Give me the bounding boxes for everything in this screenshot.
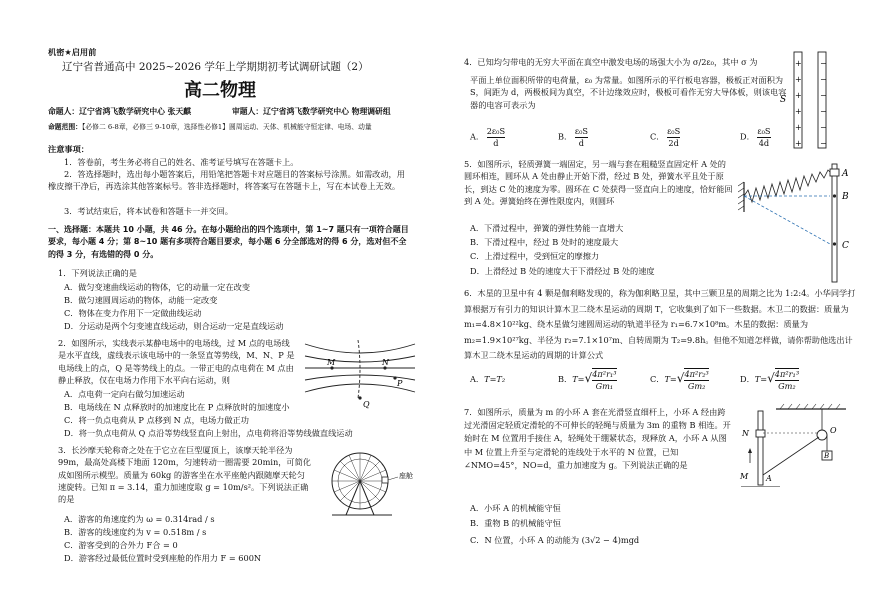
section-heading: 一、选择题：本题共 10 小题，共 46 分。在每小题给出的四个选项中，第 1~7 题只有一项符合题目要求，每小题 4 分；第 8~10 题有多项符合题目要求，每小题 6 分全部选对的得 6 分，选对但不全的得 3 分，有选错的得 0 分。 bbox=[48, 225, 409, 259]
point-b bbox=[833, 194, 836, 197]
q2-option-d: D．将一负点电荷从 Q 点沿等势线竖直向上射出，点电荷将沿等势线做直线运动 bbox=[64, 428, 353, 438]
author-line: 命题人：辽宁省鸿飞数学研究中心 张天麒 bbox=[48, 107, 192, 116]
label-m: M bbox=[327, 358, 336, 367]
svg-text:−: − bbox=[820, 123, 827, 132]
label-n: N bbox=[382, 358, 389, 367]
sqrt-icon: √ bbox=[767, 371, 775, 385]
svg-text:−: − bbox=[820, 75, 827, 84]
equipotential-line bbox=[358, 340, 360, 398]
scope-line bbox=[48, 121, 372, 131]
q5-option-c: C．上滑过程中，受到恒定的摩擦力 bbox=[470, 251, 600, 261]
svg-text:+: + bbox=[795, 75, 802, 84]
vertical-rod bbox=[758, 411, 763, 485]
seat-label: 座舱 bbox=[399, 472, 413, 480]
plate-area-label: S bbox=[780, 95, 787, 105]
q2-option-c: C．将一负点电荷从 P 点移到 N 点，电场力做正功 bbox=[64, 415, 249, 425]
spring bbox=[744, 170, 830, 202]
q4-stem-rest: 平面上单位面积所带的电荷量，ε₀ 为常量。如图所示的平行板电容器，极板正对面积为 S，间距为 d，两极板间为真空，不计边缘效应时，极板可看作无穷大导体板，则该电容器的电容可表示为 bbox=[470, 75, 787, 110]
ring-at-n bbox=[756, 430, 765, 437]
spring-lower-position bbox=[744, 196, 830, 244]
svg-text:+: + bbox=[795, 123, 802, 132]
scope-text: 【必修二 6-8章，必修三 9-10章，选择性必修1】圆周运动、天体、机械能守恒定律、电场、动量 bbox=[81, 123, 372, 131]
point-q bbox=[358, 396, 361, 399]
q1-option-c: C．物体在变力作用下一定做曲线运动 bbox=[64, 308, 202, 318]
label-p: P bbox=[397, 379, 403, 388]
exam-title: 辽宁省普通高中 2025~2026 学年上学期期初考试调研试题（2） bbox=[62, 61, 369, 73]
q4-option-b: B． $\frac{\text{ε₀S}}{d}$ bbox=[558, 126, 588, 148]
point-c bbox=[833, 242, 836, 245]
q3-option-b: B．游客的线速度约为 v = 0.518m / s bbox=[64, 527, 207, 537]
q4-option-a: A． $\frac{\text{2ε₀S}}{d}$ bbox=[470, 126, 506, 148]
ring bbox=[830, 169, 839, 176]
q1-option-b: B．做匀速圆周运动的物体，动能一定改变 bbox=[64, 295, 218, 305]
label-o: O bbox=[830, 426, 837, 435]
label-a: A bbox=[766, 474, 772, 483]
svg-text:+: + bbox=[795, 91, 802, 100]
q4-option-c: C． $\frac{\text{ε₀S}}{2d}$ bbox=[650, 126, 681, 148]
svg-text:−: − bbox=[820, 91, 827, 100]
q4-capacitor-diagram bbox=[774, 48, 834, 154]
q6-option-b: B．T=√ $\frac{\text{4π²r₁³}}{\text{Gm₁}}$ bbox=[558, 369, 617, 391]
pulley bbox=[817, 430, 827, 440]
q6-option-c: C．T=√ $\frac{\text{4π²r₂³}}{\text{Gm₂}}$ bbox=[650, 369, 709, 391]
svg-text:+: + bbox=[795, 139, 802, 148]
svg-text:−: − bbox=[820, 59, 827, 68]
q5-option-d: D．上滑经过 B 处的速度大于下滑经过 B 处的速度 bbox=[470, 266, 655, 276]
rope bbox=[763, 437, 819, 475]
q2-option-b: B．电场线在 N 点释放时的加速度比在 P 点释放时的加速度小 bbox=[64, 402, 290, 412]
q6-stem: 6．木星的卫星中有 4 颗是伽利略发现的，称为伽利略卫星，其中三颗卫星的周期之比为 1:2:4。小华同学打算根据万有引力的知识计算木卫二绕木星运动的周期 T，它收集到了如下一些数据。木卫二的数据：质量为 m₁=4.8×10²²kg、绕木星做匀速圆周运动的轨道半径为 r₁=6.7×10⁸m。木星的数据：质量为 m₂=1.9×10²⁷kg、半径为 r₂=7.1×10⁷m、自转周期为 T₂=9.8h。但他不知道怎样做，请你帮助他选出计算木卫二绕木星运动的周期的计算公式 bbox=[464, 288, 856, 361]
q5-stem: 5．如图所示，轻质弹簧一端固定，另一端与套在粗糙竖直固定杆 A 处的圆环相连，圆环从 A 处由静止开始下滑，经过 B 处，弹簧水平且处于原长，到达 C 处的速度为零。圆环在 C 处获得一竖直向上的速度，恰好能回到 A 处。弹簧始终在弹性限度内，则圆环 bbox=[464, 159, 733, 206]
q7-stem: 7．如图所示，质量为 m 的小环 A 套在光滑竖直细杆上，小环 A 经由跨过光滑固定轻质定滑轮的不可伸长的轻绳与质量为 3m 的重物 B 相连。开始时在 M 位置用手接住 A，轻绳处于绷紧状态，现释放 A，小环 A 从图中 M 位置上升至与定滑轮的连线处于水平的 N 位置，已知∠NMO=45°，NO=d，重力加速度为 g。下列说法正确的是 bbox=[464, 407, 731, 470]
notice-item-2: 2．答选择题时，选出每小题答案后，用铅笔把答题卡对应题目的答案标号涂黑。如需改动，用橡皮擦干净后，再选涂其他答案标号。答非选择题时，将答案写在答题卡上，写在本试卷上无效。 bbox=[48, 169, 405, 192]
q2-option-a: A．点电荷一定向右做匀加速运动 bbox=[64, 389, 185, 399]
svg-text:+: + bbox=[795, 59, 802, 68]
notice-item-3: 3．考试结束后，将本试卷和答题卡一并交回。 bbox=[64, 206, 233, 216]
up-arrow-icon bbox=[748, 448, 752, 453]
notice-title: 注意事项： bbox=[48, 144, 89, 154]
label-b: B bbox=[824, 452, 830, 460]
secret-label: 机密★启用前 bbox=[48, 47, 97, 57]
label-b: B bbox=[842, 192, 849, 202]
svg-text:−: − bbox=[820, 107, 827, 116]
q7-option-a: A．小环 A 的机械能守恒 bbox=[470, 503, 561, 513]
q6-option-a: A．T=T₂ bbox=[470, 374, 506, 384]
q1-stem: 1．下列说法正确的是 bbox=[58, 268, 137, 278]
q3-option-a: A．游客的角速度约为 ω = 0.314rad / s bbox=[64, 514, 215, 524]
scope-label: 命题范围： bbox=[48, 123, 82, 131]
q6-option-d: D．T=√ $\frac{\text{4π²r₁³}}{\text{Gm₂}}$ bbox=[740, 369, 800, 391]
notice-item-1: 1．答卷前，考生务必将自己的姓名、准考证号填写在答题卡上。 bbox=[64, 157, 299, 167]
q4-stem-line1: 4．已知均匀带电的无穷大平面在真空中激发电场的场强大小为 σ/2ε₀，其中 σ 为 bbox=[464, 57, 758, 67]
label-a: A bbox=[842, 169, 849, 179]
field-line bbox=[305, 344, 415, 353]
vertical-rod bbox=[832, 164, 837, 282]
q2-stem: 2．如图所示，实线表示某静电场中的电场线，过 M 点的电场线是水平直线，虚线表示该电场中的一条竖直等势线，M、N、P 是电场线上的点，Q 是等势线上的点。一带正电的点电荷在 M 点由静止释放，仅在电场力作用下水平向右运动，则 bbox=[58, 338, 295, 385]
sqrt-icon: √ bbox=[584, 371, 593, 385]
label-n: N bbox=[742, 429, 749, 438]
q5-option-a: A．下滑过程中，弹簧的弹性势能一直增大 bbox=[470, 223, 624, 233]
q5-spring-rod-diagram bbox=[738, 160, 863, 286]
q7-option-c: C．N 位置，小环 A 的动能为 (3√2 − 4)mgd bbox=[470, 535, 640, 545]
q3-stem: 3．长沙摩天轮称奇之处在于它立在巨型厦顶上，该摩天轮半径为 99m，最高处高楼下地面 120m，匀速转动一圈需要 20min，可简化成如图所示模型。质量为 60kg 的游客坐在水平座舱内跟随摩天轮匀速旋转。已知 π = 3.14，重力加速度取 g = 10m/s²。下列说法正确的是 bbox=[58, 445, 311, 505]
q2-field-diagram bbox=[300, 334, 420, 412]
q3-option-c: C．游客受到的合外力 F合 = 0 bbox=[64, 540, 178, 550]
label-m: M bbox=[740, 472, 749, 481]
q5-option-b: B．下滑过程中，经过 B 处时的速度最大 bbox=[470, 237, 619, 247]
q7-option-b: B．重物 B 的机械能守恒 bbox=[470, 518, 561, 528]
svg-text:+: + bbox=[795, 107, 802, 116]
q4-option-d: D． $\frac{\text{ε₀S}}{4d}$ bbox=[740, 126, 771, 148]
label-c: C bbox=[842, 241, 849, 251]
cabin bbox=[382, 477, 388, 483]
q3-ferris-wheel-diagram bbox=[322, 447, 422, 519]
q1-option-d: D．分运动是两个匀变速直线运动，则合运动一定是直线运动 bbox=[64, 321, 284, 331]
subject-title: 高二物理 bbox=[184, 80, 256, 101]
label-q: Q bbox=[363, 400, 370, 409]
q1-option-a: A．做匀变速曲线运动的物体，它的动量一定在改变 bbox=[64, 282, 251, 292]
svg-text:−: − bbox=[820, 139, 827, 148]
reviewer-line: 审题人：辽宁省鸿飞数学研究中心 物理调研组 bbox=[232, 107, 391, 116]
q7-pulley-diagram bbox=[736, 403, 862, 487]
sqrt-icon: √ bbox=[676, 371, 685, 385]
q3-option-d: D．游客经过最低位置时受到座舱的作用力 F = 600N bbox=[64, 553, 262, 563]
